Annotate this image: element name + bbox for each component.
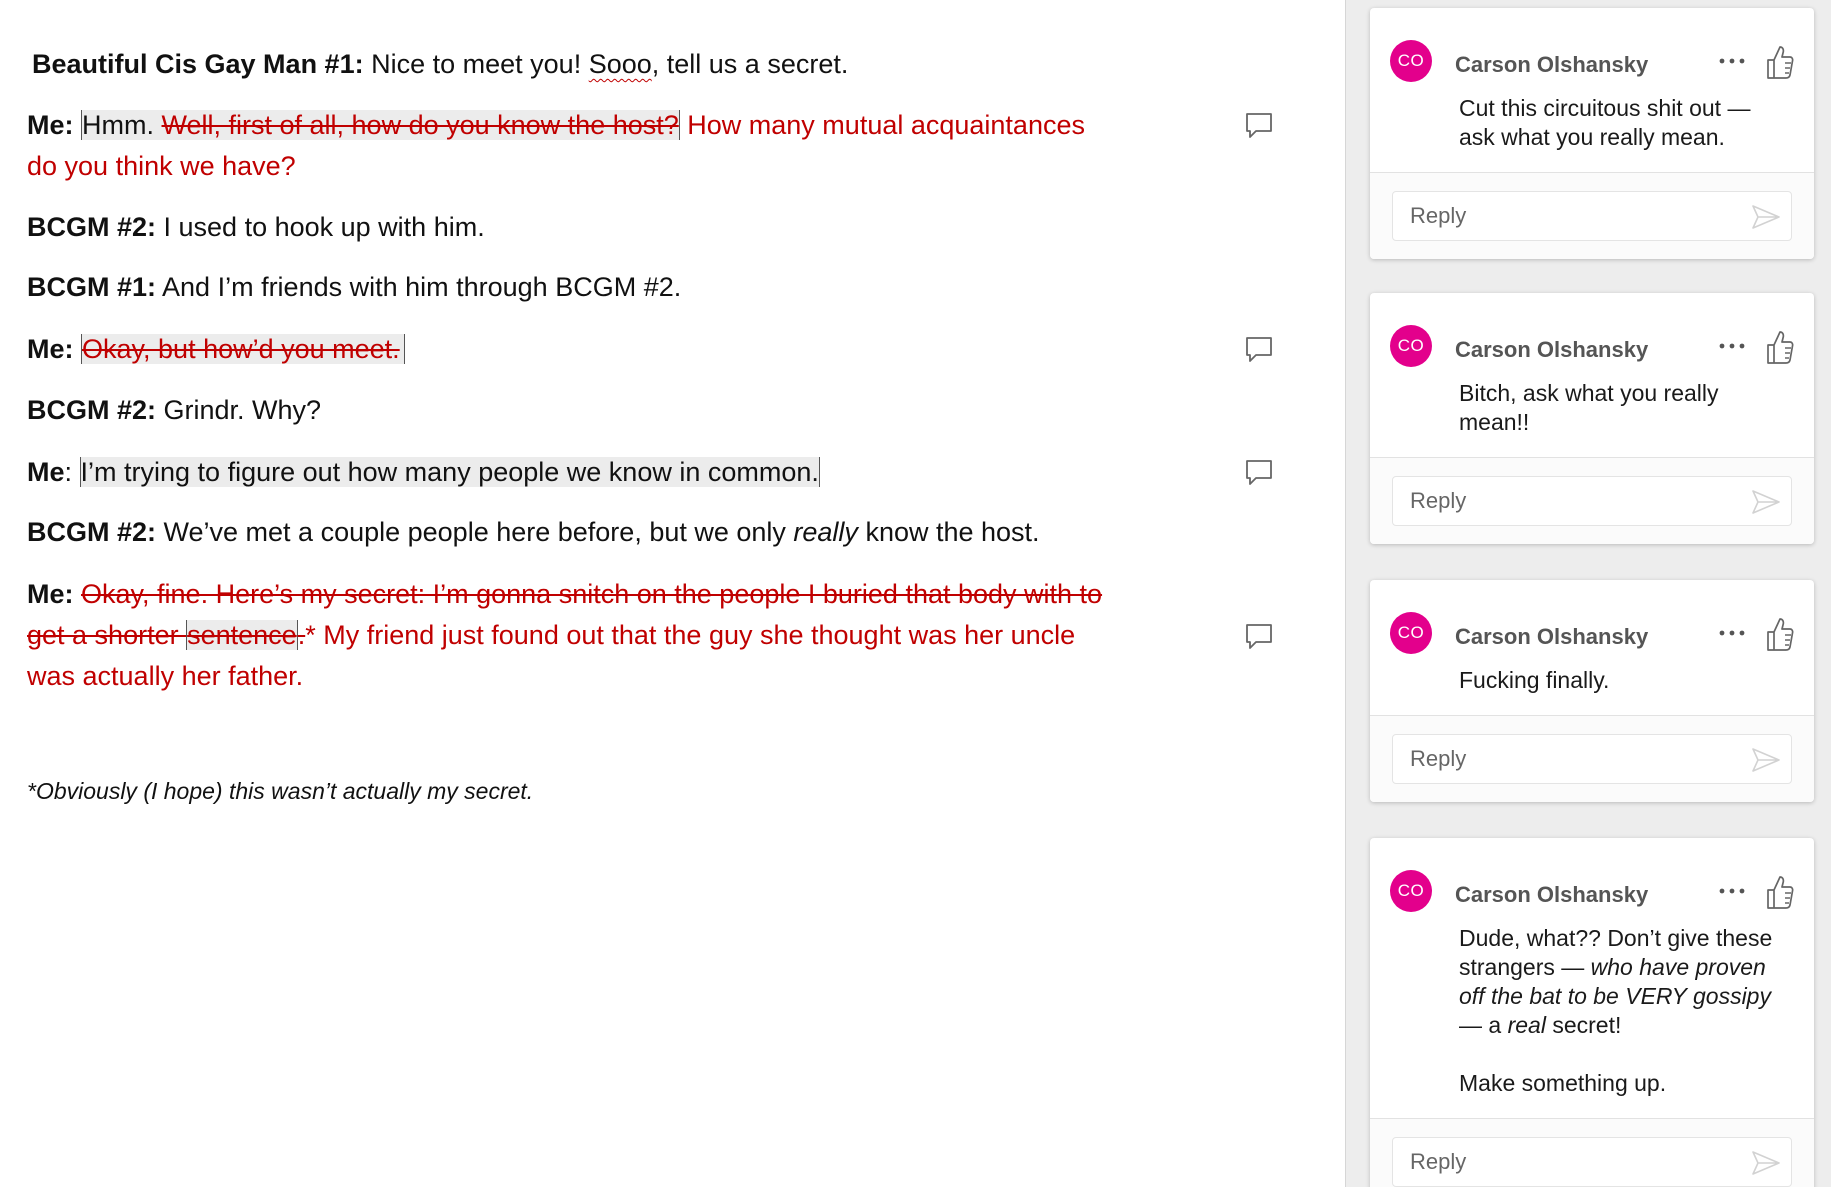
- dialogue-text: Nice to meet you!: [363, 49, 589, 79]
- tracked-insertion[interactable]: do you think we have?: [27, 151, 296, 181]
- speaker-label: Me:: [27, 110, 74, 140]
- footnote: *Obviously (I hope) this wasn’t actually my secret.: [27, 778, 534, 804]
- comment-text: Cut this circuitous shit out — ask what you really mean.: [1459, 95, 1751, 150]
- speaker-label: BCGM #2:: [27, 395, 157, 425]
- comment-text: Fucking finally.: [1459, 667, 1610, 693]
- dialogue-text: We’ve met a couple people here before, but we only: [156, 517, 794, 547]
- doc-line-7: [27, 452, 820, 493]
- doc-line-4: [27, 267, 681, 308]
- dialogue-text: , tell us a secret.: [651, 49, 849, 79]
- dialogue-text: I used to hook up with him.: [156, 212, 485, 242]
- commented-range[interactable]: [81, 334, 405, 364]
- tracked-deletion[interactable]: Okay, fine. Here’s my secret: I’m gonna snitch on the people I buried that body with to: [81, 579, 1103, 609]
- avatar: CO: [1390, 40, 1432, 82]
- comments-pane: [1345, 0, 1831, 1187]
- comment-text: [1459, 924, 1780, 1040]
- dialogue-text: Grindr. Why?: [156, 395, 322, 425]
- speaker-label: Me: [27, 457, 65, 487]
- comment-text: Bitch, ask what you really mean!!: [1459, 380, 1719, 435]
- comment-card[interactable]: [1370, 293, 1814, 544]
- comment-bubble-icon[interactable]: [1244, 459, 1274, 487]
- reply-placeholder: Reply: [1410, 1149, 1467, 1174]
- comment-header: [1370, 838, 1814, 910]
- thumbs-up-icon[interactable]: [1765, 329, 1795, 365]
- commented-range[interactable]: I’m trying to figure out how many people we know in common.: [80, 457, 819, 487]
- speaker-label: Me:: [27, 579, 74, 609]
- tracked-insertion[interactable]: was actually her father.: [27, 661, 304, 691]
- dialogue-text: know the host.: [857, 517, 1040, 547]
- reply-placeholder: Reply: [1410, 488, 1467, 513]
- doc-line-5: [27, 329, 405, 370]
- speaker-label: Beautiful Cis Gay Man #1:: [32, 49, 364, 79]
- more-options-icon[interactable]: [1716, 335, 1748, 357]
- commented-range[interactable]: [81, 110, 680, 140]
- send-icon[interactable]: [1751, 747, 1781, 773]
- comment-text: Make something up.: [1459, 1070, 1667, 1096]
- comment-emphasis: who have proven off the bat to be VERY gossipy: [1459, 954, 1771, 1009]
- reply-placeholder: Reply: [1410, 746, 1467, 771]
- tracked-deletion[interactable]: Well, first of all, how do you know the host?: [161, 110, 679, 140]
- doc-line-9b: [27, 615, 1075, 656]
- doc-line-6: [27, 390, 321, 431]
- send-icon[interactable]: [1751, 1150, 1781, 1176]
- comment-header: [1370, 580, 1814, 652]
- tracked-deletion[interactable]: .: [297, 620, 306, 650]
- send-icon[interactable]: [1751, 489, 1781, 515]
- comment-body: [1370, 652, 1814, 716]
- speaker-label: BCGM #1:: [27, 272, 157, 302]
- more-options-icon[interactable]: [1716, 622, 1748, 644]
- doc-line-3: [27, 207, 485, 248]
- comment-card[interactable]: [1370, 580, 1814, 802]
- tracked-deletion[interactable]: sentence: [187, 620, 297, 650]
- thumbs-up-icon[interactable]: [1765, 874, 1795, 910]
- colon: :: [64, 457, 80, 487]
- reply-input[interactable]: [1392, 734, 1792, 784]
- speaker-label: BCGM #2:: [27, 212, 157, 242]
- tracked-insertion[interactable]: How many mutual acquaintances: [679, 110, 1085, 140]
- reply-input[interactable]: [1392, 191, 1792, 241]
- comment-author: Carson Olshansky: [1455, 52, 1649, 77]
- tracked-insertion[interactable]: * My friend just found out that the guy she thought was her uncle: [305, 620, 1076, 650]
- reply-area: [1370, 173, 1814, 259]
- thumbs-up-icon[interactable]: [1765, 44, 1795, 80]
- commented-range[interactable]: [186, 620, 298, 650]
- comment-bubble-icon[interactable]: [1244, 623, 1274, 651]
- comment-text-run: — a: [1459, 1012, 1508, 1038]
- doc-line-1: [32, 44, 848, 85]
- comment-body: [1370, 80, 1814, 173]
- comment-card[interactable]: [1370, 8, 1814, 259]
- reply-input[interactable]: [1392, 476, 1792, 526]
- more-options-icon[interactable]: [1716, 50, 1748, 72]
- reply-area: [1370, 1119, 1814, 1187]
- send-icon[interactable]: [1751, 204, 1781, 230]
- reply-placeholder: Reply: [1410, 203, 1467, 228]
- doc-line-2: [27, 105, 1085, 146]
- doc-line-8: [27, 512, 1040, 553]
- dialogue-text: And I’m friends with him through BCGM #2.: [156, 272, 682, 302]
- comment-bubble-icon[interactable]: [1244, 336, 1274, 364]
- avatar: CO: [1390, 870, 1432, 912]
- comment-emphasis: real: [1507, 1012, 1546, 1038]
- comment-body: [1370, 365, 1814, 458]
- reply-area: [1370, 716, 1814, 802]
- comment-author: Carson Olshansky: [1455, 337, 1649, 362]
- comment-body: [1370, 910, 1814, 1119]
- reply-area: [1370, 458, 1814, 544]
- doc-line-9: [27, 574, 1102, 615]
- comment-text-run: Dude, what?? Don’t give these strangers —: [1459, 925, 1773, 980]
- comment-text-run: secret!: [1545, 1012, 1622, 1038]
- emphasis-text: really: [793, 517, 858, 547]
- comment-author: Carson Olshansky: [1455, 882, 1649, 907]
- tracked-deletion[interactable]: get a shorter: [27, 620, 187, 650]
- comment-bubble-icon[interactable]: [1244, 112, 1274, 140]
- reply-input[interactable]: [1392, 1137, 1792, 1187]
- comment-header: [1370, 293, 1814, 365]
- doc-line-9c: [27, 656, 303, 697]
- avatar: CO: [1390, 325, 1432, 367]
- dialogue-text: Hmm.: [82, 110, 162, 140]
- speaker-label: Me:: [27, 334, 74, 364]
- speaker-label: BCGM #2:: [27, 517, 157, 547]
- avatar: CO: [1390, 612, 1432, 654]
- tracked-deletion[interactable]: Okay, but how’d you meet.: [82, 334, 400, 364]
- more-options-icon[interactable]: [1716, 880, 1748, 902]
- comment-header: [1370, 8, 1814, 80]
- thumbs-up-icon[interactable]: [1765, 616, 1795, 652]
- comment-card[interactable]: [1370, 838, 1814, 1187]
- comment-author: Carson Olshansky: [1455, 624, 1649, 649]
- doc-line-2b: [27, 146, 296, 187]
- spelling-flagged-word[interactable]: Sooo: [588, 49, 652, 79]
